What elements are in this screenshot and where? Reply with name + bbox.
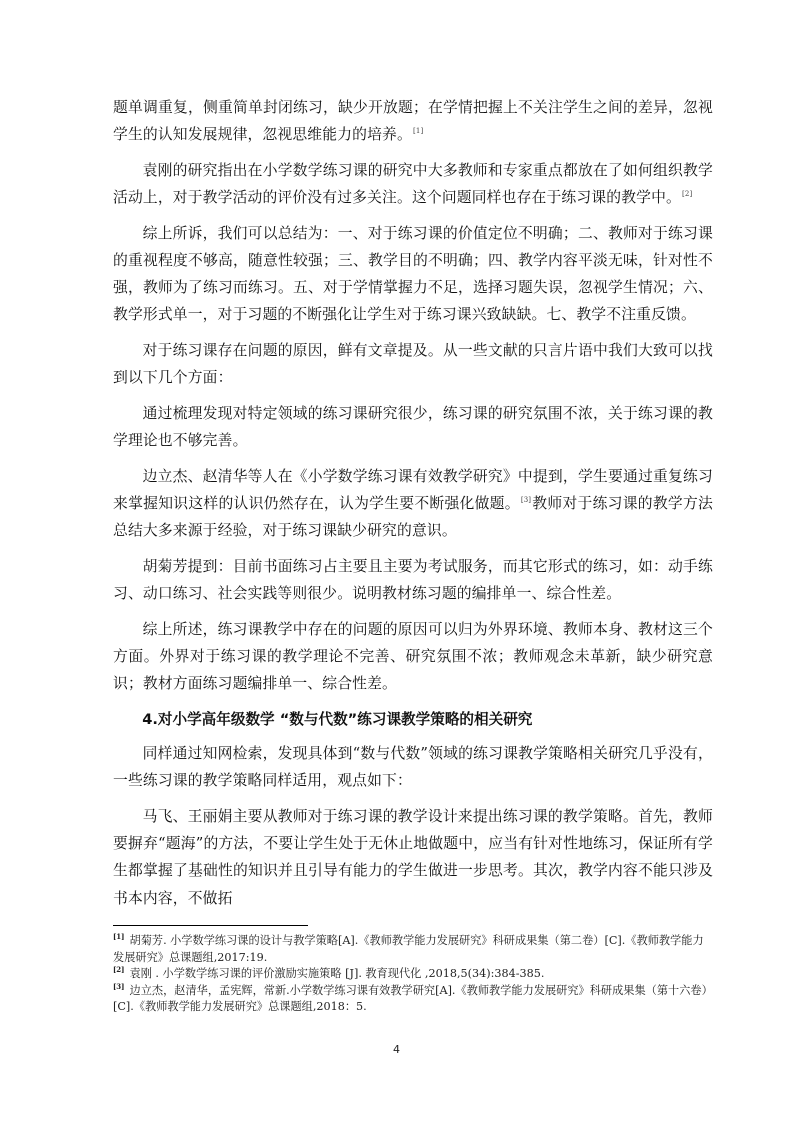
footnote-mark: [1] (113, 932, 125, 942)
footnote-1 (113, 933, 713, 966)
footnote-text: 边立杰，赵清华，孟宪辉，常新.小学数学练习课有效教学研究[A].《教师教学能力发展研究》科研成果集（第十六卷）[C].《教师教学能力发展研究》总课题组,2018：5. (113, 983, 713, 1014)
footnote-ref-1[interactable]: [1] (412, 127, 424, 136)
paragraph-text-tail: 教师对于练习课的教学方法总结大多来源于经验，对于练习课缺少研究的意识。 (113, 495, 713, 540)
paragraph-4 (113, 337, 713, 391)
paragraph-text: 马飞、王丽娟主要从教师对于练习课的教学设计来提出练习课的教学策略。首先，教师要摒弃“题海”的方法，不要让学生处于无休止地做题中，应当有针对性地练习，保证所有学生都掌握了基础性的知识并且引导有能力的学生做进一步思考。其次，教学内容不能只涉及书本内容，不做拓 (113, 807, 713, 907)
footnote-ref-3[interactable]: [3] (520, 496, 532, 505)
page-number: 4 (393, 1043, 400, 1056)
section-heading: 4.对小学高年级数学 “数与代数”练习课教学策略的相关研究 (142, 711, 533, 729)
paragraph-10 (113, 803, 713, 912)
paragraph-7 (113, 553, 713, 607)
paragraph-text: 胡菊芳提到：目前书面练习占主要且主要为考试服务，而其它形式的练习，如：动手练习、动口练习、社会实践等则很少。说明教材练习题的编排单一、综合性差。 (113, 558, 713, 603)
footnote-mark: [2] (113, 965, 125, 975)
footnote-text: 袁刚 . 小学数学练习课的评价激励实施策略 [J]. 教育现代化 ,2018,5(34):384-385. (129, 967, 545, 981)
footnote-mark: [3] (113, 982, 125, 992)
paragraph-6 (113, 463, 713, 545)
paragraph-1 (113, 94, 713, 148)
footnote-divider (113, 925, 308, 926)
footnote-text: 胡菊芳. 小学数学练习课的设计与教学策略[A].《教师教学能力发展研究》科研成果集（第二卷）[C].《教师教学能力发展研究》总课题组,2017:19. (113, 934, 704, 964)
paragraph-8 (113, 616, 713, 698)
paragraph-9 (113, 740, 713, 794)
paragraph-text: 对于练习课存在问题的原因，鲜有文章提及。从一些文献的只言片语中我们大致可以找到以下几个方面： (113, 342, 713, 387)
paragraph-5 (113, 400, 713, 454)
paragraph-3 (113, 220, 713, 329)
footnote-ref-2[interactable]: [2] (682, 190, 693, 199)
paragraph-text: 通过梳理发现对特定领域的练习课研究很少，练习课的研究氛围不浓，关于练习课的教学理论也不够完善。 (113, 405, 713, 450)
paragraph-text: 同样通过知网检索，发现具体到“数与代数”领域的练习课教学策略相关研究几乎没有，一些练习课的教学策略同样适用，观点如下： (113, 745, 713, 790)
footnote-3 (113, 983, 713, 1016)
paragraph-2 (113, 157, 713, 211)
footnotes (113, 933, 713, 1016)
paragraph-text: 边立杰、赵清华等人在《小学数学练习课有效教学研究》中提到，学生要通过重复练习来掌握知识这样的认识仍然存在，认为学生要不断强化做题。 (113, 467, 713, 513)
footnote-2 (113, 966, 713, 983)
paragraph-text: 综上所述，练习课教学中存在的问题的原因可以归为外界环境、教师本身、教材这三个方面。外界对于练习课的教学理论不完善、研究氛围不浓；教师观念未革新，缺少研究意识；教材方面练习题编排单一、综合性差。 (113, 620, 713, 693)
paragraph-text: 袁刚的研究指出在小学数学练习课的研究中大多教师和专家重点都放在了如何组织教学活动上，对于教学活动的评价没有过多关注。这个问题同样也存在于练习课的教学中。 (113, 161, 713, 207)
paragraph-text: 题单调重复，侧重简单封闭练习，缺少开放题；在学情把握上不关注学生之间的差异，忽视学生的认知发展规律，忽视思维能力的培养。 (113, 99, 713, 144)
body-text (113, 94, 713, 920)
paragraph-text: 综上所诉，我们可以总结为：一、对于练习课的价值定位不明确；二、教师对于练习课的重视程度不够高，随意性较强；三、教学目的不明确；四、教学内容平淡无味，针对性不强，教师为了练习而练习。五、对于学情掌握力不足，选择习题失误，忽视学生情况；六、教学形式单一，对于习题的不断强化让学生对于练习课兴致缺缺。七、教学不注重反馈。 (113, 224, 713, 324)
